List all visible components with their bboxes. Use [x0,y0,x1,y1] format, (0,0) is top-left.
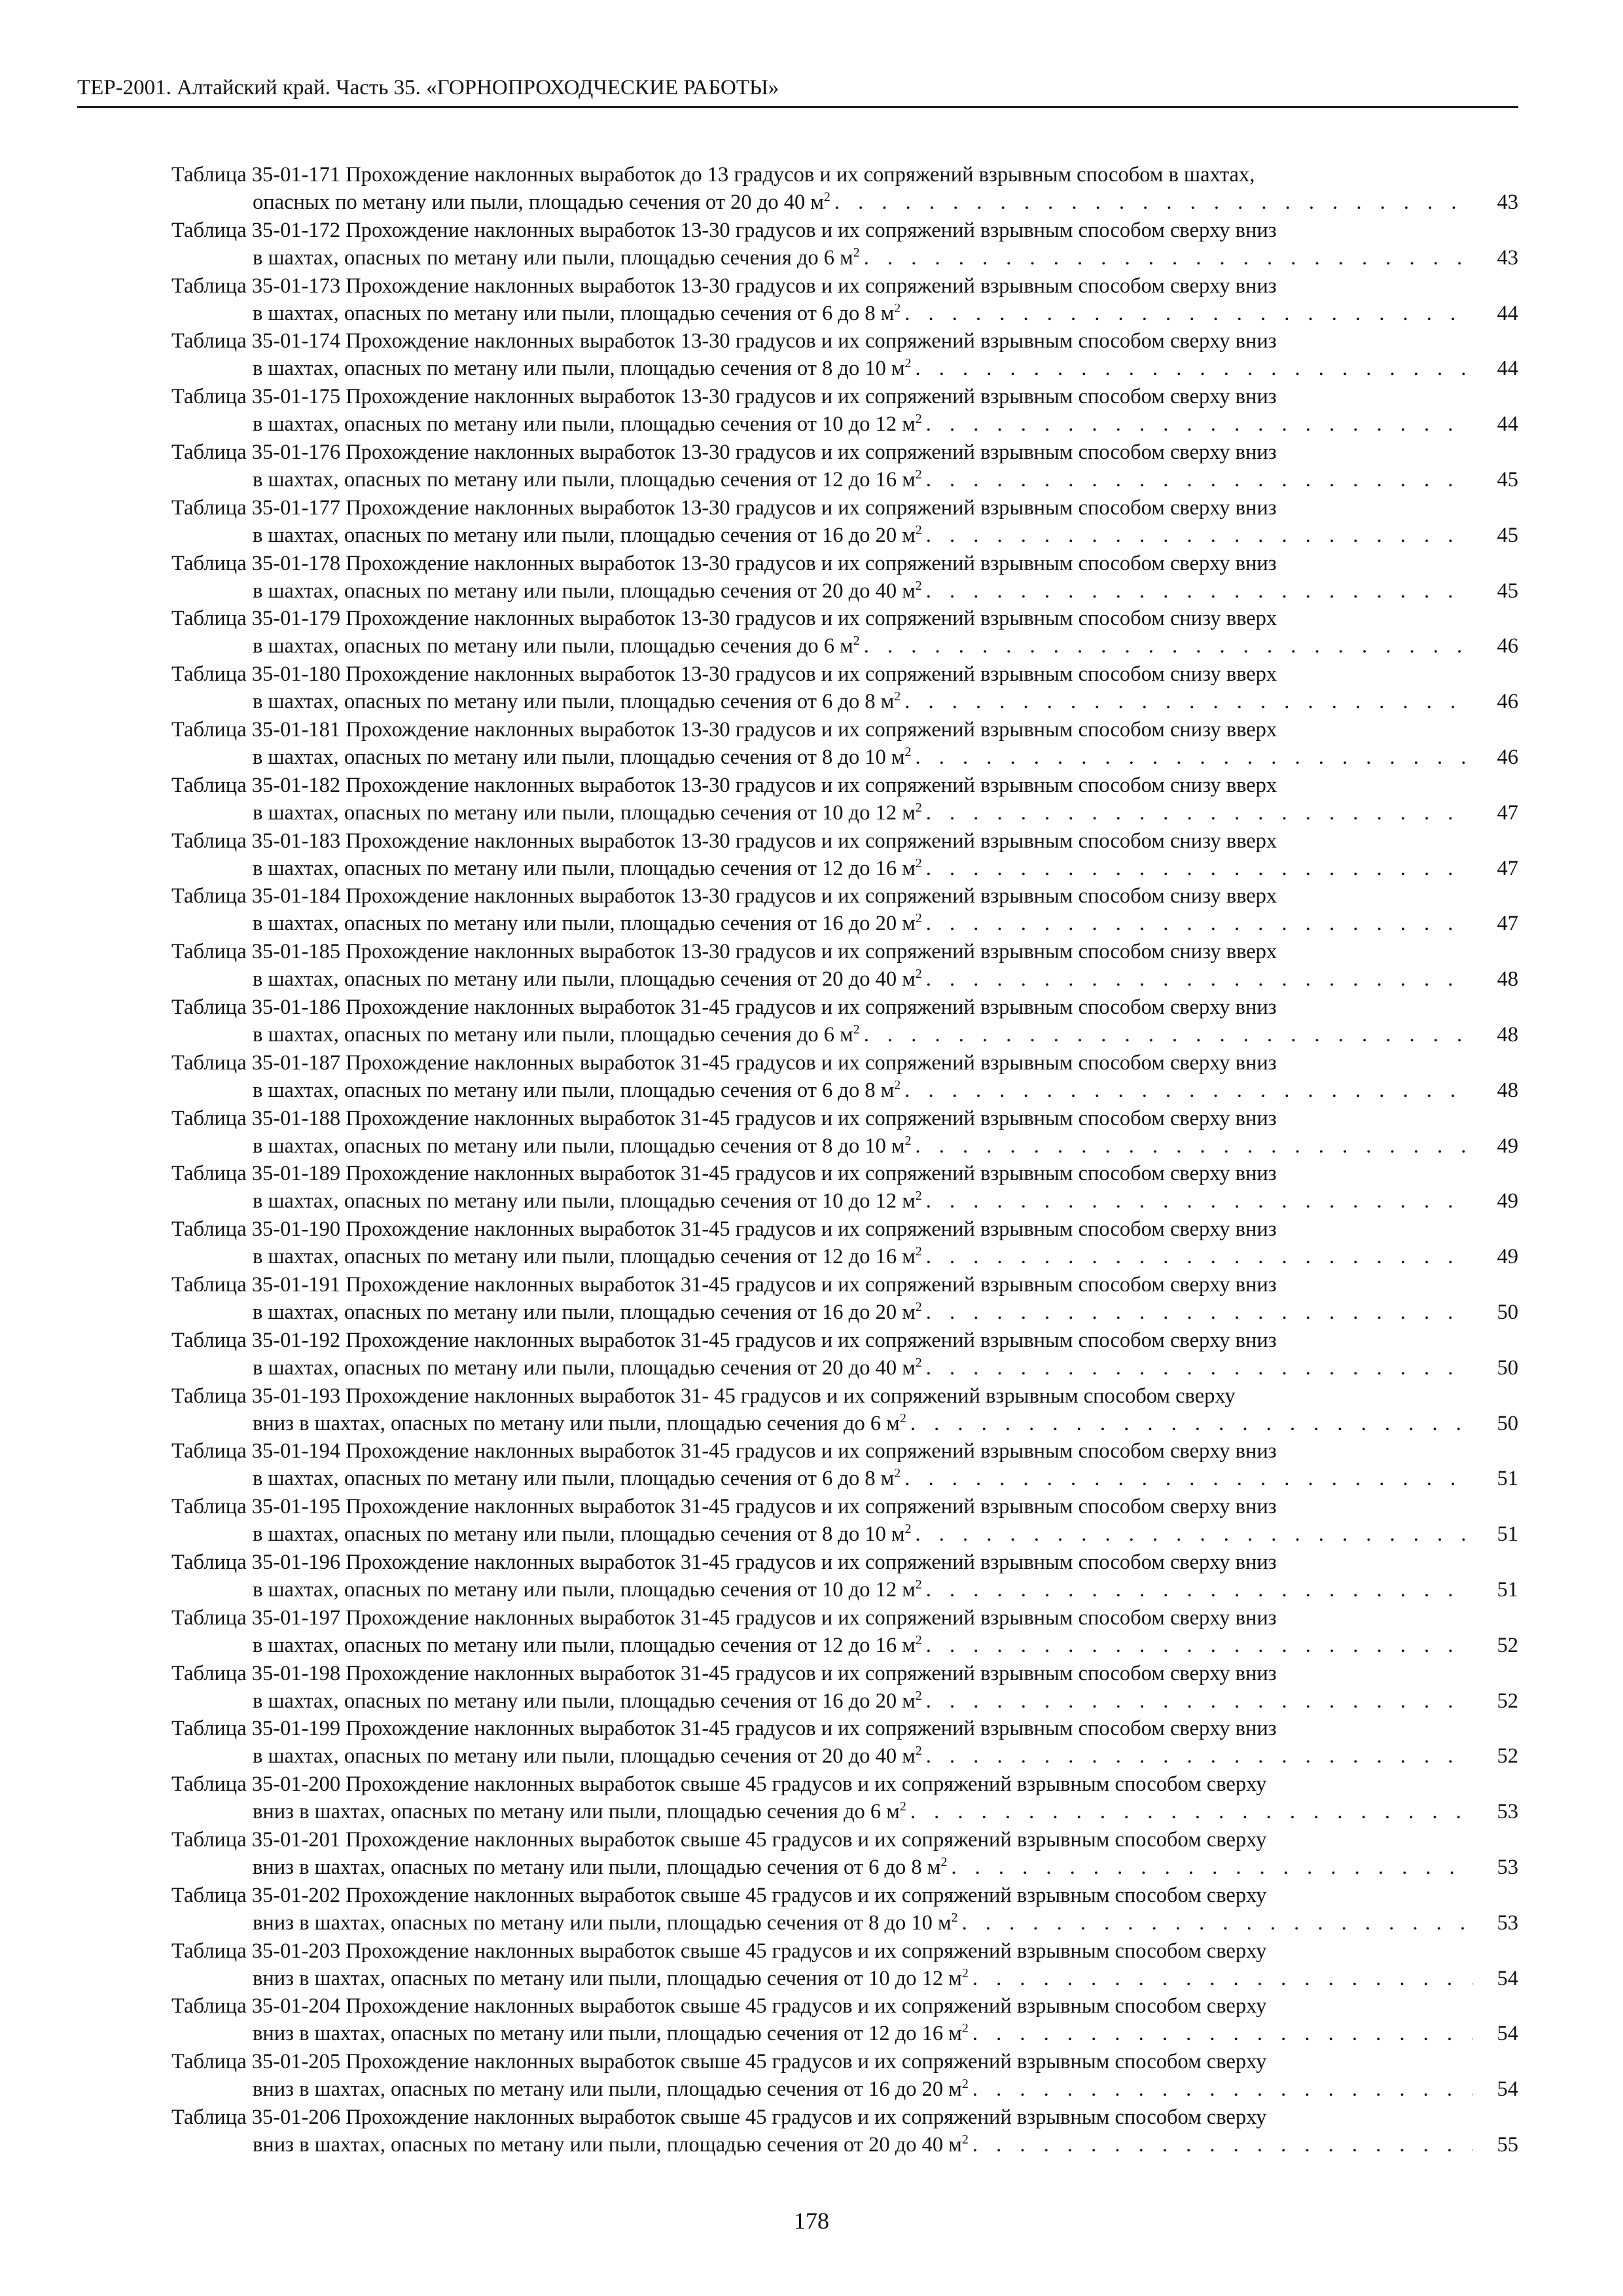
toc-entry-text [253,300,901,327]
toc-entry-text-body: в шахтах, опасных по метану или пыли, площадью сечения от 6 до 8 м [253,1467,895,1491]
toc-entry-text-body: в шахтах, опасных по метану или пыли, площадью сечения от 6 до 8 м [253,1078,895,1102]
superscript: 2 [899,1799,906,1814]
toc-entry-continuation [171,1576,1518,1604]
toc-entry-title: Таблица 35-01-206 Прохождение наклонных выработок свыше 45 градусов и их сопряжений взрывным способом сверху [171,2105,1267,2129]
toc-entry-title: Таблица 35-01-203 Прохождение наклонных выработок свыше 45 градусов и их сопряжений взрывным способом сверху [171,1939,1267,1963]
toc-entry-text-body: в шахтах, опасных по метану или пыли, площадью сечения от 6 до 8 м [253,690,895,714]
superscript: 2 [915,1355,922,1370]
toc-entry-text-body: вниз в шахтах, опасных по метану или пыли, площадью сечения от 20 до 40 м [253,2132,962,2157]
dot-leader [947,1854,1472,1881]
toc-entry-text [253,410,922,438]
toc-page-number: 51 [1497,1522,1518,1547]
toc-entry-title: Таблица 35-01-205 Прохождение наклонных выработок свыше 45 градусов и их сопряжений взрывным способом сверху [171,2050,1267,2074]
toc-entry-text [253,2075,969,2103]
toc-entry-continuation [171,1132,1518,1160]
toc-entry-text [253,522,922,549]
toc-entry-continuation [171,244,1518,272]
superscript: 2 [915,1577,922,1592]
toc-entry-text [253,1742,922,1770]
superscript: 2 [961,2132,969,2147]
toc-entry[interactable] [171,1549,1518,1604]
toc-entry[interactable] [171,1160,1518,1215]
toc-entry[interactable] [171,1882,1518,1937]
dot-leader [912,744,1472,771]
toc-entry-text-body: вниз в шахтах, опасных по метану или пыли, площадью сечения до 6 м [253,1411,900,1435]
toc-entry-text [253,1354,922,1382]
toc-page-number: 43 [1497,245,1518,270]
toc-entry-continuation [171,2020,1518,2047]
toc-entry-text [253,1021,860,1049]
superscript: 2 [961,1965,969,1981]
toc-entry[interactable] [171,1215,1518,1271]
dot-leader [860,632,1472,660]
toc-entry-text-body: вниз в шахтах, опасных по метану или пыли, площадью сечения от 8 до 10 м [253,1910,952,1935]
toc-entry-text [253,1520,912,1548]
dot-leader [901,1077,1472,1104]
toc-entry[interactable] [171,994,1518,1049]
toc-entry-text-body: в шахтах, опасных по метану или пыли, площадью сечения от 8 до 10 м [253,745,905,769]
toc-entry-continuation [171,188,1518,216]
toc-entry-text [253,1187,922,1215]
toc-entry[interactable] [171,660,1518,716]
toc-entry[interactable] [171,938,1518,994]
toc-page-number: 46 [1497,745,1518,769]
toc-page-number: 48 [1497,1022,1518,1047]
dot-leader [922,1187,1472,1215]
dot-leader [860,244,1472,272]
toc-entry[interactable] [171,494,1518,550]
toc-entry-title: Таблица 35-01-199 Прохождение наклонных выработок 31-45 градусов и их сопряжений взрывным способом сверху вниз [171,1717,1277,1741]
toc-entry[interactable] [171,1049,1518,1105]
toc-entry-continuation [171,1187,1518,1215]
dot-leader [922,1576,1472,1604]
toc-entry-text-body: вниз в шахтах, опасных по метану или пыли, площадью сечения от 12 до 16 м [253,2022,962,2046]
toc-entry-continuation [171,2131,1518,2159]
toc-entry[interactable] [171,716,1518,772]
toc-entry-continuation [171,1909,1518,1937]
toc-entry-continuation [171,1410,1518,1437]
superscript: 2 [915,1189,922,1204]
toc-page-number: 46 [1497,634,1518,658]
toc-entry-title: Таблица 35-01-171 Прохождение наклонных выработок до 13 градусов и их сопряжений взрывным способом в шахтах, [171,163,1255,187]
toc-entry-title: Таблица 35-01-201 Прохождение наклонных выработок свыше 45 градусов и их сопряжений взрывным способом сверху [171,1827,1267,1852]
dot-leader [922,466,1472,493]
superscript: 2 [894,1466,901,1481]
toc-page-number: 53 [1497,1855,1518,1879]
toc-entry-text [253,1299,922,1326]
toc-page-number: 44 [1497,412,1518,437]
toc-entry-title: Таблица 35-01-186 Прохождение наклонных выработок 31-45 градусов и их сопряжений взрывным способом сверху вниз [171,995,1277,1019]
toc-entry-title: Таблица 35-01-182 Прохождение наклонных выработок 13-30 градусов и их сопряжений взрывным способом снизу вверх [171,773,1277,797]
toc-entry-title: Таблица 35-01-195 Прохождение наклонных выработок 31-45 градусов и их сопряжений взрывным способом сверху вниз [171,1495,1277,1519]
toc-entry[interactable] [171,772,1518,827]
toc-entry[interactable] [171,882,1518,938]
superscript: 2 [904,1522,912,1537]
toc-entry[interactable] [171,1382,1518,1438]
superscript: 2 [853,245,860,260]
toc-page-number: 44 [1497,357,1518,381]
toc-entry-text [253,632,860,660]
toc-entry-continuation [171,1798,1518,1825]
toc-entry-continuation [171,1632,1518,1659]
toc-entry-continuation [171,1742,1518,1770]
toc-entry-text [253,188,830,216]
toc-entry-title: Таблица 35-01-175 Прохождение наклонных выработок 13-30 градусов и их сопряжений взрывным способом сверху вниз [171,385,1277,409]
superscript: 2 [853,1022,860,1037]
superscript: 2 [904,1133,912,1148]
toc-entry-title: Таблица 35-01-189 Прохождение наклонных выработок 31-45 градусов и их сопряжений взрывным способом сверху вниз [171,1162,1277,1186]
toc-entry-text [253,1410,906,1437]
dot-leader [830,188,1472,216]
toc-entry-title: Таблица 35-01-188 Прохождение наклонных выработок 31-45 градусов и их сопряжений взрывным способом сверху вниз [171,1106,1277,1130]
toc-page-number: 47 [1497,912,1518,936]
toc-entry-text-body: вниз в шахтах, опасных по метану или пыли, площадью сечения от 16 до 20 м [253,2077,962,2102]
toc-entry-continuation [171,965,1518,993]
toc-entry[interactable] [171,1493,1518,1549]
toc-entry-text-body: в шахтах, опасных по метану или пыли, площадью сечения от 8 до 10 м [253,1134,905,1158]
superscript: 2 [915,1688,922,1703]
superscript: 2 [853,634,860,649]
toc-page-number: 49 [1497,1245,1518,1269]
dot-leader [969,2075,1472,2103]
table-of-contents [171,161,1518,2159]
toc-entry-text-body: в шахтах, опасных по метану или пыли, площадью сечения от 6 до 8 м [253,301,895,325]
toc-entry-text-body: в шахтах, опасных по метану или пыли, площадью сечения от 20 до 40 м [253,967,916,992]
dot-leader [922,855,1472,882]
toc-page-number: 45 [1497,467,1518,492]
toc-entry-title: Таблица 35-01-191 Прохождение наклонных выработок 31-45 градусов и их сопряжений взрывным способом сверху вниз [171,1272,1277,1297]
toc-entry-text [253,1687,922,1715]
toc-entry[interactable] [171,827,1518,883]
toc-entry-title: Таблица 35-01-197 Прохождение наклонных выработок 31-45 градусов и их сопряжений взрывным способом сверху вниз [171,1605,1277,1630]
toc-page-number: 52 [1497,1633,1518,1657]
toc-entry[interactable] [171,1437,1518,1493]
toc-entry-continuation [171,410,1518,438]
toc-entry-text-body: в шахтах, опасных по метану или пыли, площадью сечения до 6 м [253,1022,853,1047]
dot-leader [969,1965,1472,1992]
toc-entry-continuation [171,1354,1518,1382]
superscript: 2 [940,1855,948,1870]
toc-entry-text-body: вниз в шахтах, опасных по метану или пыли, площадью сечения до 6 м [253,1800,900,1824]
toc-entry-text [253,1132,912,1160]
toc-entry-continuation [171,1299,1518,1326]
toc-entry[interactable] [171,2048,1518,2104]
toc-entry-text-body: в шахтах, опасных по метану или пыли, площадью сечения от 8 до 10 м [253,357,905,381]
toc-entry-text [253,744,912,771]
toc-entry-title: Таблица 35-01-187 Прохождение наклонных выработок 31-45 градусов и их сопряжений взрывным способом сверху вниз [171,1050,1277,1075]
superscript: 2 [915,522,922,537]
toc-entry[interactable] [171,217,1518,272]
dot-leader [922,1243,1472,1270]
toc-entry[interactable] [171,383,1518,439]
toc-entry-continuation [171,1021,1518,1049]
toc-page-number: 48 [1497,1078,1518,1102]
superscript: 2 [915,1744,922,1759]
toc-entry-title: Таблица 35-01-174 Прохождение наклонных выработок 13-30 градусов и их сопряжений взрывным способом сверху вниз [171,329,1277,353]
toc-entry-text [253,1854,947,1881]
toc-entry-text [253,466,922,493]
toc-entry-text-body: в шахтах, опасных по метану или пыли, площадью сечения от 10 до 12 м [253,412,916,437]
toc-entry-continuation [171,799,1518,827]
toc-entry-text [253,1632,922,1659]
toc-entry-text-body: в шахтах, опасных по метану или пыли, площадью сечения от 16 до 20 м [253,1300,916,1324]
toc-entry-text [253,855,922,882]
toc-page-number: 50 [1497,1411,1518,1435]
superscript: 2 [915,467,922,482]
toc-entry[interactable] [171,1770,1518,1826]
toc-entry-title: Таблица 35-01-180 Прохождение наклонных выработок 13-30 градусов и их сопряжений взрывным способом снизу вверх [171,662,1277,687]
dot-leader [922,410,1472,438]
toc-entry-title: Таблица 35-01-190 Прохождение наклонных выработок 31-45 градусов и их сопряжений взрывным способом сверху вниз [171,1217,1277,1242]
dot-leader [922,1687,1472,1715]
toc-entry-text [253,244,860,272]
superscript: 2 [915,1300,922,1315]
toc-entry-continuation [171,355,1518,382]
toc-page-number: 49 [1497,1189,1518,1213]
toc-entry-continuation [171,522,1518,549]
toc-entry-text-body: в шахтах, опасных по метану или пыли, площадью сечения от 12 до 16 м [253,467,916,492]
toc-entry[interactable] [171,2104,1518,2159]
toc-entry-text-body: вниз в шахтах, опасных по метану или пыли, площадью сечения от 6 до 8 м [253,1855,941,1879]
toc-entry-continuation [171,632,1518,660]
dot-leader [922,577,1472,605]
dot-leader [922,522,1472,549]
toc-entry-title: Таблица 35-01-202 Прохождение наклонных выработок свыше 45 градусов и их сопряжений взрывным способом сверху [171,1883,1267,1907]
dot-leader [922,1632,1472,1659]
toc-entry-text-body: в шахтах, опасных по метану или пыли, площадью сечения от 16 до 20 м [253,912,916,936]
dot-leader [922,965,1472,993]
toc-entry[interactable] [171,327,1518,383]
toc-page-number: 47 [1497,800,1518,825]
toc-entry-title: Таблица 35-01-176 Прохождение наклонных выработок 13-30 градусов и их сопряжений взрывным способом сверху вниз [171,440,1277,464]
superscript: 2 [961,2077,969,2092]
toc-entry-text-body: в шахтах, опасных по метану или пыли, площадью сечения до 6 м [253,634,853,658]
toc-entry-text-body: в шахтах, опасных по метану или пыли, площадью сечения от 10 до 12 м [253,800,916,825]
toc-page-number: 52 [1497,1689,1518,1713]
toc-entry-text-body: опасных по метану или пыли, площадью сечения от 20 до 40 м [253,190,824,214]
toc-entry[interactable] [171,272,1518,328]
toc-entry[interactable] [171,1271,1518,1327]
superscript: 2 [961,2021,969,2036]
toc-entry-title: Таблица 35-01-181 Прохождение наклонных выработок 13-30 градусов и их сопряжений взрывным способом снизу вверх [171,717,1277,742]
toc-entry-text [253,910,922,937]
superscript: 2 [915,800,922,815]
toc-entry-continuation [171,910,1518,937]
toc-entry[interactable] [171,439,1518,494]
superscript: 2 [894,1077,901,1092]
toc-page-number: 46 [1497,690,1518,714]
toc-entry-text-body: в шахтах, опасных по метану или пыли, площадью сечения от 12 до 16 м [253,1633,916,1657]
toc-entry-continuation [171,1965,1518,1992]
toc-entry-text-body: в шахтах, опасных по метану или пыли, площадью сечения до 6 м [253,245,853,270]
toc-entry-text [253,1909,958,1937]
superscript: 2 [915,578,922,593]
toc-entry-text [253,355,912,382]
toc-entry-text-body: в шахтах, опасных по метану или пыли, площадью сечения от 10 до 12 м [253,1189,916,1213]
toc-page-number: 45 [1497,523,1518,547]
toc-page-number: 54 [1497,1966,1518,1990]
toc-entry-title: Таблица 35-01-184 Прохождение наклонных выработок 13-30 градусов и их сопряжений взрывным способом снизу вверх [171,884,1277,908]
toc-entry-continuation [171,1465,1518,1492]
toc-entry-continuation [171,466,1518,493]
toc-entry-title: Таблица 35-01-185 Прохождение наклонных выработок 13-30 градусов и их сопряжений взрывным способом снизу вверх [171,940,1277,964]
dot-leader [969,2131,1472,2159]
dot-leader [922,1299,1472,1326]
superscript: 2 [915,967,922,982]
dot-leader [860,1021,1472,1049]
toc-entry[interactable] [171,1604,1518,1660]
toc-entry-text-body: в шахтах, опасных по метану или пыли, площадью сечения от 8 до 10 м [253,1522,905,1547]
toc-page-number: 51 [1497,1467,1518,1491]
toc-entry-continuation [171,688,1518,715]
toc-entry-text-body: вниз в шахтах, опасных по метану или пыли, площадью сечения от 10 до 12 м [253,1966,962,1990]
toc-page-number: 53 [1497,1800,1518,1824]
superscript: 2 [894,300,901,315]
dot-leader [912,1132,1472,1160]
dot-leader [906,1410,1472,1437]
toc-entry-text [253,1798,906,1825]
toc-entry-title: Таблица 35-01-200 Прохождение наклонных выработок свыше 45 градусов и их сопряжений взрывным способом сверху [171,1772,1267,1797]
toc-entry-text [253,1965,969,1992]
toc-page-number: 54 [1497,2077,1518,2102]
dot-leader [912,1520,1472,1548]
toc-entry-title: Таблица 35-01-192 Прохождение наклонных выработок 31-45 градусов и их сопряжений взрывным способом сверху вниз [171,1328,1277,1352]
toc-entry[interactable] [171,1327,1518,1382]
toc-entry-text-body: в шахтах, опасных по метану или пыли, площадью сечения от 16 до 20 м [253,523,916,547]
superscript: 2 [915,1244,922,1259]
superscript: 2 [951,1910,958,1925]
dot-leader [922,799,1472,827]
dot-leader [958,1909,1472,1937]
toc-page-number: 53 [1497,1910,1518,1935]
toc-entry-text-body: в шахтах, опасных по метану или пыли, площадью сечения от 12 до 16 м [253,1245,916,1269]
toc-page-number: 52 [1497,1744,1518,1768]
toc-entry-text [253,1243,922,1270]
superscript: 2 [899,1410,906,1426]
toc-entry-text [253,2020,969,2047]
dot-leader [969,2020,1472,2047]
superscript: 2 [915,911,922,926]
toc-entry-text-body: в шахтах, опасных по метану или пыли, площадью сечения от 20 до 40 м [253,579,916,603]
toc-entry-continuation [171,744,1518,771]
toc-page-number: 50 [1497,1300,1518,1324]
toc-entry-continuation [171,1687,1518,1715]
toc-entry-text [253,577,922,605]
toc-entry-continuation [171,1854,1518,1881]
toc-entry-continuation [171,300,1518,327]
toc-entry[interactable] [171,1826,1518,1882]
toc-entry-text-body: в шахтах, опасных по метану или пыли, площадью сечения от 16 до 20 м [253,1689,916,1713]
toc-entry[interactable] [171,1992,1518,2048]
toc-entry-text-body: в шахтах, опасных по метану или пыли, площадью сечения от 20 до 40 м [253,1355,916,1380]
toc-entry[interactable] [171,1660,1518,1715]
toc-entry-text [253,1576,922,1604]
toc-entry-continuation [171,2075,1518,2103]
toc-entry-title: Таблица 35-01-196 Прохождение наклонных выработок 31-45 градусов и их сопряжений взрывным способом сверху вниз [171,1550,1277,1574]
toc-entry[interactable] [171,161,1518,217]
toc-page-number: 55 [1497,2132,1518,2157]
superscript: 2 [894,689,901,704]
page-header: ТЕР-2001. Алтайский край. Часть 35. «ГОРНОПРОХОДЧЕСКИЕ РАБОТЫ» [77,73,1518,108]
toc-entry-text [253,688,901,715]
toc-page-number: 50 [1497,1355,1518,1380]
dot-leader [901,688,1472,715]
toc-entry-title: Таблица 35-01-194 Прохождение наклонных выработок 31-45 градусов и их сопряжений взрывным способом сверху вниз [171,1439,1277,1463]
superscript: 2 [904,356,912,371]
toc-entry-text [253,1465,901,1492]
toc-entry-title: Таблица 35-01-198 Прохождение наклонных выработок 31-45 градусов и их сопряжений взрывным способом сверху вниз [171,1661,1277,1685]
toc-page-number: 47 [1497,856,1518,880]
toc-page-number: 54 [1497,2022,1518,2046]
superscript: 2 [915,412,922,427]
superscript: 2 [915,855,922,870]
toc-entry[interactable] [171,550,1518,605]
toc-page-number: 51 [1497,1577,1518,1602]
toc-entry-text-body: в шахтах, опасных по метану или пыли, площадью сечения от 12 до 16 м [253,856,916,880]
toc-entry-title: Таблица 35-01-204 Прохождение наклонных выработок свыше 45 градусов и их сопряжений взрывным способом сверху [171,1994,1267,2018]
toc-entry[interactable] [171,1105,1518,1160]
toc-entry-title: Таблица 35-01-178 Прохождение наклонных выработок 13-30 градусов и их сопряжений взрывным способом сверху вниз [171,551,1277,575]
toc-entry-title: Таблица 35-01-179 Прохождение наклонных выработок 13-30 градусов и их сопряжений взрывным способом снизу вверх [171,607,1277,631]
toc-entry-text [253,965,922,993]
toc-entry-text-body: в шахтах, опасных по метану или пыли, площадью сечения от 10 до 12 м [253,1577,916,1602]
toc-entry-continuation [171,1077,1518,1104]
dot-leader [901,300,1472,327]
toc-entry-text [253,1077,901,1104]
toc-entry[interactable] [171,1937,1518,1993]
toc-entry[interactable] [171,605,1518,660]
toc-entry-text [253,2131,969,2159]
toc-page-number: 49 [1497,1134,1518,1158]
toc-page-number: 43 [1497,190,1518,214]
toc-page-number: 48 [1497,967,1518,992]
toc-entry-title: Таблица 35-01-177 Прохождение наклонных выработок 13-30 градусов и их сопряжений взрывным способом сверху вниз [171,495,1277,520]
toc-entry-title: Таблица 35-01-183 Прохождение наклонных выработок 13-30 градусов и их сопряжений взрывным способом снизу вверх [171,829,1277,853]
toc-page-number: 44 [1497,301,1518,325]
toc-entry-continuation [171,577,1518,605]
toc-entry-title: Таблица 35-01-173 Прохождение наклонных выработок 13-30 градусов и их сопряжений взрывным способом сверху вниз [171,274,1277,298]
toc-entry-text [253,799,922,827]
dot-leader [901,1465,1472,1492]
dot-leader [922,1354,1472,1382]
dot-leader [912,355,1472,382]
page-number: 178 [794,2208,829,2234]
toc-entry-continuation [171,1243,1518,1270]
dot-leader [906,1798,1472,1825]
dot-leader [922,910,1472,937]
toc-entry-text-body: в шахтах, опасных по метану или пыли, площадью сечения от 20 до 40 м [253,1744,916,1768]
toc-entry-title: Таблица 35-01-193 Прохождение наклонных выработок 31- 45 градусов и их сопряжений взрывным способом сверху [171,1384,1236,1408]
toc-page-number: 45 [1497,579,1518,603]
toc-entry[interactable] [171,1715,1518,1770]
superscript: 2 [823,190,830,205]
superscript: 2 [915,1632,922,1647]
toc-entry-continuation [171,1520,1518,1548]
toc-entry-continuation [171,855,1518,882]
dot-leader [922,1742,1472,1770]
toc-entry-title: Таблица 35-01-172 Прохождение наклонных выработок 13-30 градусов и их сопряжений взрывным способом сверху вниз [171,218,1277,242]
superscript: 2 [904,745,912,760]
